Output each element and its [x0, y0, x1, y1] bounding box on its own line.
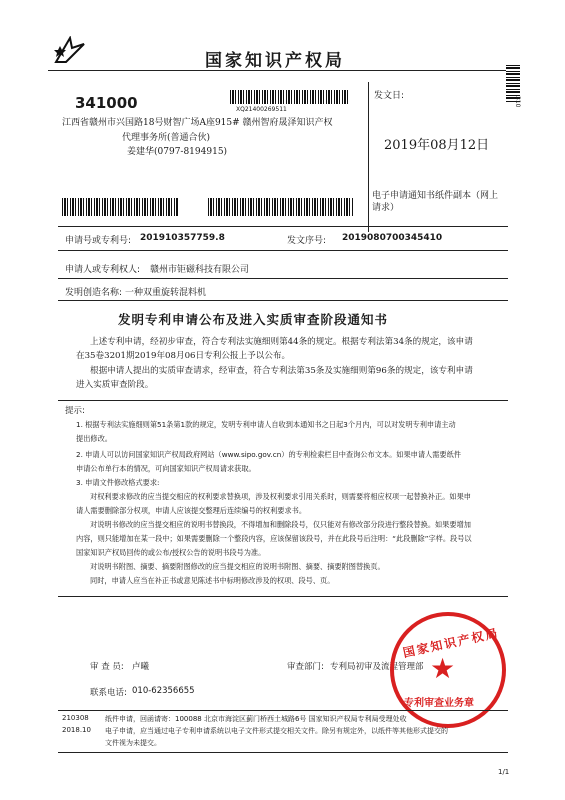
- tip3-g: 同时，申请人应当在补正书或意见陈述书中标明修改涉及的权项、段号、页。: [90, 576, 335, 585]
- phone-label: 联系电话:: [90, 688, 127, 698]
- footer-line2: 电子申请，应当通过电子专利申请系统以电子文件形式提交相关文件。除另有规定外，以纸件等其他形式提交的: [105, 727, 448, 735]
- applicant-label: 申请人或专利权人:: [65, 265, 141, 275]
- dept-label: 审查部门:: [287, 662, 324, 672]
- issue-date: 2019年08月12日: [384, 138, 490, 153]
- footer-code1: 210308: [62, 714, 89, 722]
- cnipa-logo-icon: [52, 36, 88, 64]
- tip3-e: 国家知识产权局回传的或公布/授权公告的说明书段号为准。: [76, 548, 266, 557]
- footer-line1: 纸件申请，回函请寄：100088 北京市海淀区蓟门桥西土城路6号 国家知识产权局专利局受理处收: [105, 715, 407, 723]
- side-code: 310: [514, 96, 521, 108]
- tip1-b: 提出修改。: [76, 434, 112, 443]
- tip2-b: 申请公布单行本的情况，可向国家知识产权局请求获取。: [76, 464, 256, 473]
- fields-line-2: [58, 250, 508, 251]
- header-divider: [48, 70, 510, 71]
- footer-top-line: [58, 710, 508, 711]
- postal-code: 341000: [75, 94, 138, 112]
- stamp-star-icon: ★: [430, 652, 456, 685]
- body-p1-a: 上述专利申请，经初步审查，符合专利法实施细则第44条的规定。根据专利法第34条的规定，该申请: [90, 337, 473, 347]
- tips-label: 提示:: [65, 406, 85, 416]
- notice-title: 发明专利申请公布及进入实质审查阶段通知书: [118, 312, 389, 327]
- app-no-label: 申请号或专利号:: [65, 236, 132, 246]
- serial-number: 2019080700345410: [342, 233, 443, 243]
- examiner-name: 卢曦: [132, 662, 150, 672]
- stamp-center-text: 专利审查业务章: [404, 698, 474, 709]
- recipient-line3: 姜建华(0797-8194915): [127, 147, 228, 157]
- phone-number: 010-62356655: [132, 686, 195, 696]
- barcode-right: [208, 198, 354, 216]
- examiner-label: 审 查 员:: [90, 662, 124, 672]
- applicant-name: 赣州市钜磁科技有限公司: [150, 265, 250, 275]
- tip3-b: 请人需要删除部分权项，申请人应该提交整理后连续编号的权利要求书。: [76, 506, 307, 515]
- recipient-line1: 江西省赣州市兴国路18号财智广场A座915# 赣州智府晟泽知识产权: [62, 118, 333, 128]
- footer-code2: 2018.10: [62, 726, 91, 734]
- body-p1-b: 在35卷3201期2019年08月06日专利公报上予以公布。: [76, 351, 291, 361]
- body-p2-a: 根据申请人提出的实质审查请求，经审查，符合专利法第35条及实施细则第96条的规定，该专利申请: [90, 366, 473, 376]
- stamp-arc-text: 国家知识产权局: [401, 625, 501, 661]
- serial-label: 发文序号:: [287, 236, 327, 246]
- app-no: 201910357759.8: [140, 233, 225, 243]
- address-barcode: [230, 90, 348, 104]
- header-title: 国家知识产权局: [205, 51, 345, 71]
- notice-copy-type: 电子申请通知书纸件副本（网上请求）: [372, 191, 499, 213]
- tips-bottom-line: [58, 596, 508, 597]
- date-box-border: [368, 82, 369, 232]
- page-number: 1/1: [498, 768, 510, 776]
- footer-bottom-line: [58, 752, 508, 753]
- body-p2-b: 进入实质审查阶段。: [76, 380, 154, 390]
- invention-name: 一种双重旋转混料机: [125, 288, 207, 298]
- fields-line-4: [58, 300, 508, 301]
- tip3-c: 对说明书修改的应当提交相应的说明书替换段，不得增加和删除段号，仅只能对有修改部分段进行整段替换。如果要增加: [90, 520, 471, 529]
- dept-name: 专利局初审及流程管理部: [330, 662, 424, 672]
- tip2-a: 2. 申请人可以访问国家知识产权局政府网站（www.sipo.gov.cn）的专利检索栏目中查询公布文本。如果申请人需要纸件: [76, 450, 461, 459]
- barcode-left: [62, 198, 178, 216]
- fields-line-3: [58, 278, 508, 279]
- invention-label: 发明创造名称:: [65, 288, 123, 298]
- tip3-d: 内容，则只能增加在某一段中；如果需要删除一个整段内容，应该保留该段号，并在此段号后注明：“此段删除”字样。段号以: [76, 534, 472, 543]
- recipient-line2: 代理事务所(普通合伙): [122, 133, 211, 143]
- tips-top-line: [58, 400, 508, 401]
- date-label: 发文日:: [374, 91, 405, 101]
- barcode-id: XQ21400269511: [236, 106, 287, 113]
- fields-top-line: [58, 226, 508, 227]
- footer-line3: 文件视为未提交。: [105, 739, 161, 747]
- tip3-a: 对权利要求修改的应当提交相应的权利要求替换项，涉及权利要求引用关系时，则需要将相应权项一起替换补正。如果申: [90, 492, 471, 501]
- tip1-a: 1. 根据专利法实施细则第51条第1款的规定，发明专利申请人自收到本通知书之日起3个月内，可以对发明专利申请主动: [76, 420, 456, 429]
- tip3-heading: 3. 申请文件修改格式要求:: [76, 478, 160, 487]
- tip3-f: 对说明书附图、摘要、摘要附图修改的应当提交相应的说明书附图、摘要、摘要附图替换页。: [90, 562, 385, 571]
